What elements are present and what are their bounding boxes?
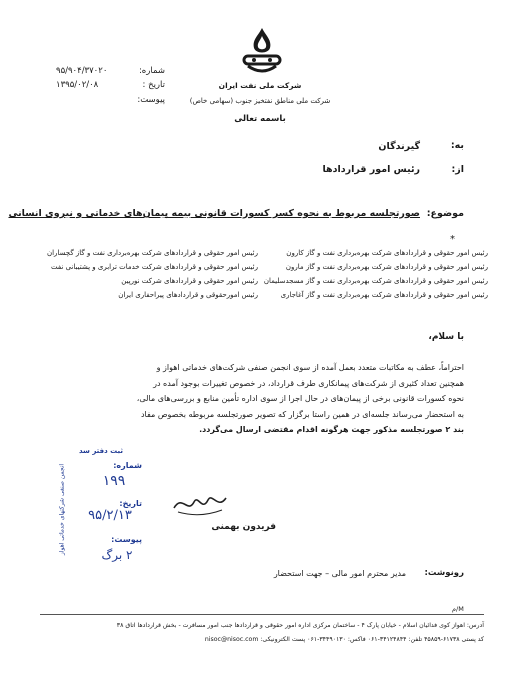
body-line: احتراماً، عطف به مکاتبات متعدد بعمل آمده از سوی انجمن صنفی شرکت‌های خدماتی اهواز و — [156, 363, 464, 372]
footer-divider — [40, 614, 484, 615]
subject-text: صورتجلسه مربوط به نحوه کسر کسورات قانونی بیمه پیمان‌های خدماتی و نیروی انسانی — [8, 208, 420, 219]
recipient-item: رئیس امور حقوقی و قراردادهای شرکت بهره‌برداری نفت و گاز کارون — [286, 249, 488, 257]
stamp-number-label: شماره: — [113, 461, 142, 470]
body-line: همچنین تعداد کثیری از شرکت‌های پیمانکاری طرف قرارداد، در خصوص تغییرات بوجود آمده در — [153, 378, 464, 388]
footer-address: آدرس: اهواز کوی فدائیان اسلام - خیابان پارک ۴ - ساختمان مرکزی اداره امور حقوقی و قراردادها جنب امور مسافرت - بخش قراردادها اتاق ۳۸ — [116, 622, 484, 629]
invocation: باسمه تعالی — [234, 114, 286, 124]
recipient-item: رئیس امور حقوقی و قراردادهای شرکت نورپین — [121, 277, 258, 285]
recipients-right — [262, 246, 488, 302]
recipients-left — [40, 246, 258, 302]
stamp-org: انجمن صنفی شرکتهای خدماتی اهواز — [58, 463, 66, 556]
greeting: با سلام، — [428, 332, 464, 342]
nioc-logo — [238, 26, 286, 78]
stamp-title: ثبت دفتر سد — [78, 447, 124, 455]
received-stamp — [52, 446, 144, 578]
body-line: نحوه کسورات قانونی برخی از پیمان‌های در حال اجرا از سوی اداره تأمین منابع و بررسی‌های مالی، — [136, 394, 464, 403]
to-value: گیرندگان — [378, 141, 420, 152]
attachment-label: پیوست: — [137, 95, 165, 105]
body-line: به استحضار می‌رساند جلسه‌ای در همین راستا برگزار که تصویر صورتجلسه مربوطه بخصوص مفاد — [140, 409, 464, 419]
date-value: ۱۳۹۵/۰۲/۰۸ — [56, 80, 99, 90]
from-value: رئیس امور قراردادها — [322, 164, 420, 175]
number-value: ۹۵/۹۰۴/۳۷۰۲۰ — [56, 66, 108, 76]
recipient-item: رئیس امورحقوقی و قراردادهای پیراحفاری ایران — [118, 291, 258, 299]
recipient-item: رئیس امور حقوقی و قراردادهای شرکت بهره‌برداری نفت و گاز گچساران — [46, 249, 258, 257]
signatory-name: فریدون بهمنی — [211, 522, 276, 532]
stamp-attachment-value: ۲ برگ — [101, 548, 133, 562]
recipient-item: رئیس امور حقوقی و قراردادهای شرکت خدمات ترابری و پشتیبانی نفت — [50, 263, 258, 271]
stamp-attachment-label: پیوست: — [111, 535, 142, 544]
footer-contact: کد پستی ۶۱۷۳۸-۴۵۸۵۹ تلفن: ۳۴۱۲۴۸۴۴-۰۶۱ فاکس: ۳۴۴۹۰۱۳۰-۰۶۱ پست الکترونیکی: nisoc@nisoc.com — [204, 636, 484, 643]
subject-label: موضوع: — [426, 208, 464, 219]
recipient-item: رئیس امور حقوقی و قراردادهای شرکت بهره‌برداری نفت و گاز آغاجاری — [280, 291, 488, 299]
date-label: تاریخ : — [142, 80, 165, 90]
recipient-item: رئیس امور حقوقی و قراردادهای شرکت بهره‌برداری نفت و گاز مارون — [285, 263, 488, 271]
signature-scribble — [170, 488, 230, 520]
company-name: شرکت ملی نفت ایران — [218, 81, 302, 90]
cc-label: رونوشت: — [424, 568, 464, 578]
from-label: از: — [451, 164, 464, 175]
to-label: به: — [450, 140, 464, 151]
body-line: بند ۲ صورتجلسه مذکور جهت هرگونه اقدام مقتضی ارسال می‌گردد. — [199, 425, 464, 434]
stamp-date-label: تاریخ: — [119, 499, 142, 508]
stamp-date-value: ۹۵/۲/۱۳ — [88, 508, 132, 523]
recipient-item: رئیس امور حقوقی و قراردادهای شرکت بهره‌برداری نفت و گاز مسجدسلیمان — [263, 277, 488, 285]
subsidiary-name: شرکت ملی مناطق نفتخیز جنوب (سهامی خاص) — [189, 97, 331, 105]
bullet-icon: * — [450, 234, 455, 245]
number-label: شماره: — [138, 66, 165, 76]
stamp-number-value: ۱۹۹ — [102, 473, 126, 489]
body-paragraph — [70, 360, 464, 438]
initials: م/M — [452, 605, 464, 613]
cc-text: مدیر محترم امور مالی – جهت استحضار — [273, 569, 406, 578]
